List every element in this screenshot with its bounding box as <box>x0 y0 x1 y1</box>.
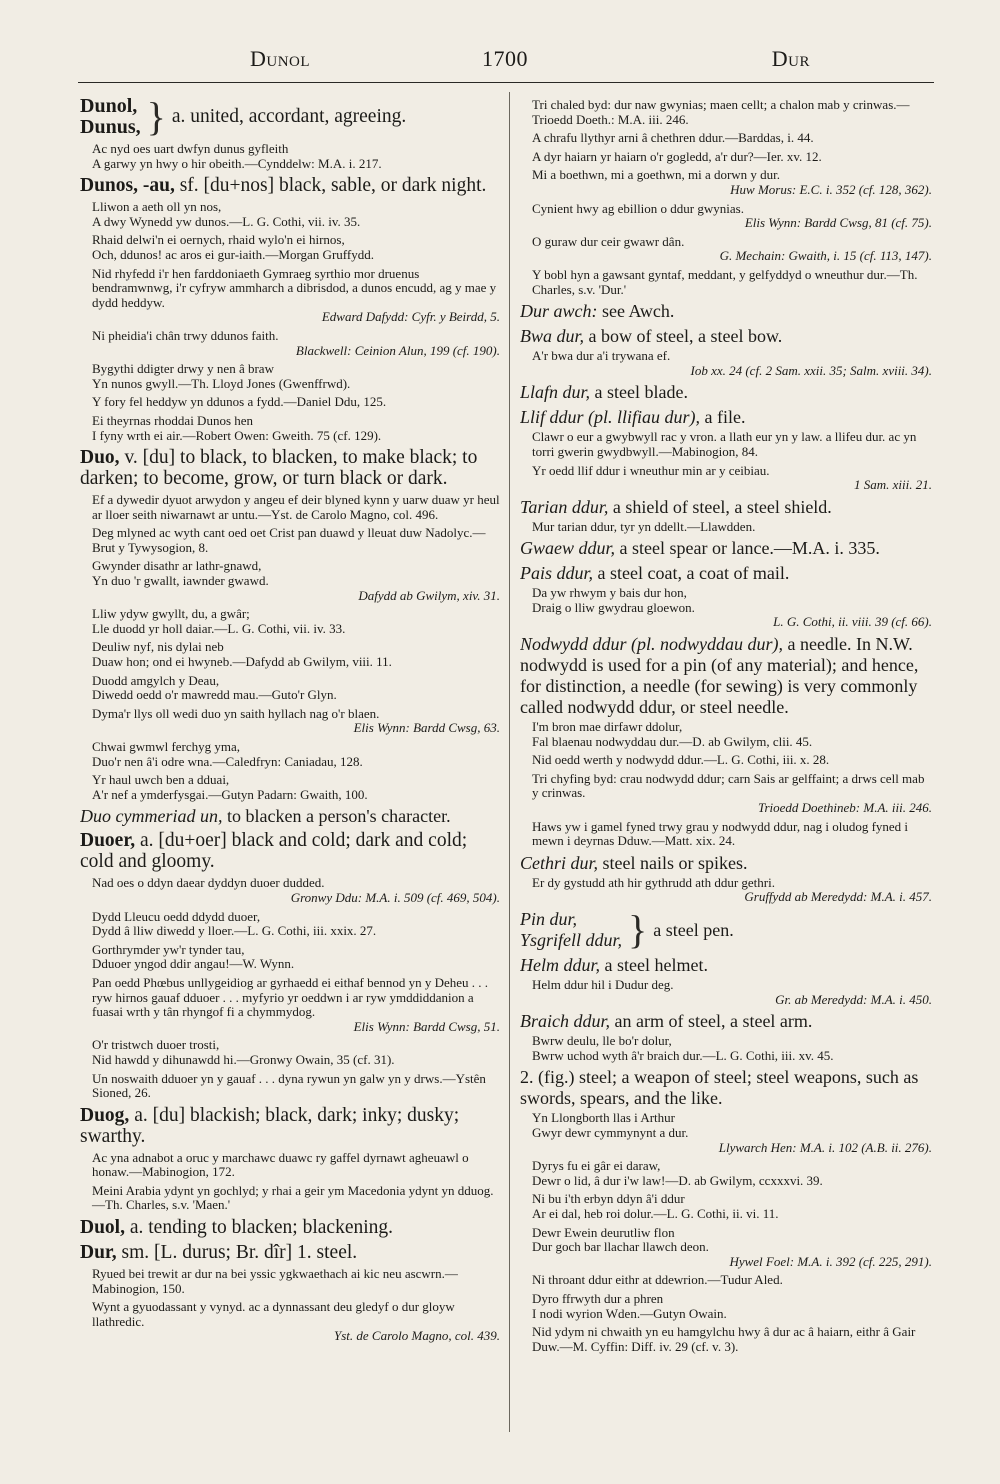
citation <box>532 430 932 459</box>
citation-source: Blackwell: Ceinion Alun, 199 (cf. 190). <box>295 342 500 358</box>
headword-entry <box>80 1105 500 1147</box>
phrase-definition: an arm of steel, a steel arm. <box>610 1011 813 1032</box>
phrase-entry <box>520 563 932 584</box>
definition: a. [du+oer] black and cold; dark and cold; cold and gloomy. <box>80 830 468 873</box>
citation-line: Un noswaith dduoer yn y gauaf . . . dyna rywun yn galw yn y drws.—Ystên Sioned, 26. <box>92 1070 486 1101</box>
phrase-entry <box>520 497 932 518</box>
phrase-entry <box>520 301 932 322</box>
phrase-entry <box>520 407 932 428</box>
citation-source: Elis Wynn: Bardd Cwsg, 51. <box>353 1018 500 1034</box>
citation <box>532 1325 932 1354</box>
phrase-definition: a needle. In N.W. nodwydd is used for a pin (of any material); and hence, for distinction, a needle (for sewing) is very commonly called nodwydd ddur, or steel needle. <box>520 634 919 718</box>
citation-line: Diwedd oedd o'r mawredd mau.—Guto'r Glyn. <box>92 687 337 703</box>
citation <box>532 150 932 165</box>
page-number: 1700 <box>482 46 528 71</box>
citation-line: Meini Arabia ydynt yn gochlyd; y rhai a geir ym Macedonia ydynt yn dduog.—Th. Charles, s.v. 'Maen.' <box>92 1182 494 1213</box>
phrase-definition: see Awch. <box>597 301 675 322</box>
citation-line: Er dy gystudd ath hir gythrudd ath ddur gethri. <box>532 874 775 890</box>
headword-group <box>80 96 141 138</box>
phrase-definition: a shield of steel, a steel shield. <box>608 496 832 517</box>
citation-line: Yn duo 'r gwallt, iawnder gwawd. <box>92 573 269 589</box>
citation-line: Dyma'r llys oll wedi duo yn saith hyllach nag o'r blaen. <box>92 705 380 721</box>
headword: Duo, <box>80 447 120 469</box>
definition: sm. [L. durus; Br. dîr] 1. steel. <box>116 1242 358 1264</box>
citation <box>532 820 932 849</box>
citation-line: Nid oedd werth y nodwydd ddur.—L. G. Cothi, iii. x. 28. <box>532 752 830 768</box>
citation-line: Ni throant ddur eithr at ddewrion.—Tudur Aled. <box>532 1272 783 1288</box>
citation-line: Nid hawdd y dihunawdd hi.—Gronwy Owain, 35 (cf. 31). <box>92 1051 395 1067</box>
citation-line: Gwyr dewr cymmynynt a dur. <box>532 1124 689 1140</box>
phrase-entry <box>520 853 932 874</box>
definition: a. [du] blackish; black, dark; inky; dusky; swarthy. <box>80 1104 460 1147</box>
phrase-definition: to blacken a person's character. <box>222 806 451 827</box>
running-header <box>80 44 930 78</box>
definition: a steel pen. <box>653 919 734 940</box>
citation <box>532 1034 932 1063</box>
braced-headwords <box>80 96 500 138</box>
citation-line: Ar ei dal, heb roi dolur.—L. G. Cothi, ii. vi. 11. <box>532 1205 779 1221</box>
citation-source: Dafydd ab Gwilym, xiv. 31. <box>358 587 500 603</box>
citation-line: Chwai gwmwl ferchyg yma, <box>92 739 241 754</box>
citation-line: Ni bu i'th erbyn ddyn â'i ddur <box>532 1191 685 1207</box>
phrase-entry <box>520 634 932 718</box>
citation-line: Bygythi ddigter drwy y nen â braw <box>92 361 274 377</box>
citation-line: Duaw hon; ond ei hwyneb.—Dafydd ab Gwilym, viii. 11. <box>92 654 392 670</box>
braced-headwords <box>520 909 932 951</box>
phrase-entry <box>520 1067 932 1109</box>
citation <box>92 414 500 443</box>
citation <box>532 720 932 749</box>
headword: Dunol, <box>80 96 138 117</box>
citation-line: Pan oedd Phœbus unllygeidiog ar gyrhaedd ei eithaf bennod yn y Deheu . . . ryw hirnos gauaf dduoer . . . myfyrio yr oeddwn i ar ryw ymddiddanion a fuasai wrth y tân rhyngof fi a chymmydog. <box>92 974 489 1020</box>
phrase-entry <box>520 326 932 347</box>
citation-line: Nid ydym ni chwaith yn eu hamgylchu hwy â dur ac â haiarn, eithr â Gair Duw.—M. Cyffin: Diff. iv. 29 (cf. v. 3). <box>532 1324 916 1354</box>
definition: a. tending to blacken; blackening. <box>124 1217 394 1239</box>
citation <box>532 464 932 493</box>
citation-line: Yr haul uwch ben a dduai, <box>92 772 230 788</box>
citation <box>92 329 500 358</box>
citation-source: G. Mechain: Gwaith, i. 15 (cf. 113, 147). <box>719 248 932 264</box>
citation-source: Edward Dafydd: Cyfr. y Beirdd, 5. <box>321 309 500 325</box>
citation <box>92 976 500 1034</box>
citation-line: A garwy yn hwy o hir obeith.—Cynddelw: M.A. i. 217. <box>92 155 382 171</box>
phrase: Nodwydd ddur (pl. nodwyddau dur), <box>520 634 783 655</box>
citation-line: Ef a dywedir dyuot arwydon y angeu ef deir blyned kynn y uarw duaw yr heul ar lloer seith niwarnawt ar untu.—Yst. de Carolo Magno, col. 496. <box>92 492 500 522</box>
citation <box>532 753 932 768</box>
citation <box>92 362 500 391</box>
definition: a. united, accordant, agreeing. <box>171 106 407 127</box>
citation-line: Ac nyd oes uart dwfyn dunus gyfleith <box>92 141 289 156</box>
citation <box>92 707 500 736</box>
citation-line: Ryued bei trewit ar dur na bei yssic ygkwaethach ai kic neu ascwrn.—Mabinogion, 150. <box>92 1266 458 1296</box>
citation <box>92 674 500 703</box>
citation-line: Gorthrymder yw'r tynder tau, <box>92 941 245 957</box>
citation-line: Dyrys fu ei gâr ei daraw, <box>532 1158 661 1174</box>
citation-line: Nid rhyfedd i'r hen farddoniaeth Gymraeg syrthio mor druenus bendramwnwg, i'r cyfryw ammharch a dibrisdod, a dunos encudd, ag y mae y dydd heddyw. <box>92 265 497 310</box>
phrase: Gwaew ddur, <box>520 538 616 559</box>
phrase-definition: a file. <box>700 407 746 428</box>
citation-source: Gr. ab Meredydd: M.A. i. 450. <box>775 991 932 1007</box>
citation <box>92 1151 500 1180</box>
citation <box>92 1300 500 1344</box>
phrase: Braich ddur, <box>520 1011 610 1032</box>
citation <box>92 876 500 905</box>
header-right-guide-word: Dur <box>771 46 810 71</box>
right-column <box>520 96 932 1358</box>
citation <box>532 1292 932 1321</box>
citation-line: Yn nunos gwyll.—Th. Lloyd Jones (Gwenffrwd). <box>92 375 351 391</box>
citation-source: Hywel Foel: M.A. i. 392 (cf. 225, 291). <box>729 1253 932 1269</box>
phrase: Pais ddur, <box>520 563 594 584</box>
citation <box>532 235 932 264</box>
citation-line: Duodd amgylch y Deau, <box>92 672 220 688</box>
citation-line: A chrafu llythyr arni â chethren ddur.—Barddas, i. 44. <box>532 130 814 146</box>
phrase: Tarian ddur, <box>520 496 609 517</box>
phrase-definition: a steel blade. <box>590 382 688 403</box>
phrase-definition: a steel coat, a coat of mail. <box>593 563 790 584</box>
citation <box>92 526 500 555</box>
column-divider <box>509 92 510 1432</box>
citation-line: O'r tristwch duoer trosti, <box>92 1037 220 1053</box>
citation <box>532 168 932 197</box>
headword: Dur, <box>80 1242 117 1264</box>
citation-line: Mur tarian ddur, tyr yn ddellt.—Llawdden. <box>532 518 756 534</box>
citation-source: Yst. de Carolo Magno, col. 439. <box>334 1328 500 1344</box>
citation <box>532 876 932 905</box>
citation <box>92 1267 500 1296</box>
citation-line: Deuliw nyf, nis dylai neb <box>92 639 224 655</box>
citation <box>92 233 500 262</box>
citation <box>92 943 500 972</box>
citation-line: Dewr o lid, â dur i'w law!—D. ab Gwilym, ccxxxvi. 39. <box>532 1172 823 1188</box>
phrase: Cethri dur, <box>520 852 599 873</box>
citation-line: Och, ddunos! ac aros ei gur-iaith.—Morgan Gruffydd. <box>92 246 374 262</box>
phrase-entry <box>80 806 500 827</box>
headword-entry <box>80 1217 500 1238</box>
citation-source: Huw Morus: E.C. i. 352 (cf. 128, 362). <box>730 181 932 197</box>
citation-line: Gwynder disathr ar lathr-gnawd, <box>92 558 262 574</box>
citation <box>532 98 932 127</box>
headword: Pin dur, <box>520 909 578 929</box>
citation <box>532 772 932 816</box>
citation-source: Elis Wynn: Bardd Cwsg, 63. <box>353 720 500 736</box>
citation-line: Fal blaenau nodwyddau dur.—D. ab Gwilym, clii. 45. <box>532 733 813 749</box>
citation-line: Nad oes o ddyn daear dyddyn duoer dudded. <box>92 875 325 891</box>
citation <box>92 910 500 939</box>
citation <box>92 559 500 603</box>
phrase: Helm ddur, <box>520 955 600 975</box>
citation <box>92 395 500 410</box>
phrase-entry <box>520 382 932 403</box>
citation-line: Dur goch bar llachar llawch deon. <box>532 1239 709 1255</box>
citation-source: Gruffydd ab Meredydd: M.A. i. 457. <box>744 889 932 905</box>
citation <box>92 493 500 522</box>
definition: v. [du] to black, to blacken, to make black; to darken; to become, grow, or turn black or dark. <box>80 447 478 490</box>
citation-line: Dduoer yngod ddir angau!—W. Wynn. <box>92 956 295 972</box>
left-column <box>80 96 500 1348</box>
citation-line: Clawr o eur a gwybwyll rac y vron. a llath eur yn y law. a llifeu dur. ac yn torri gwerin gwydbwyll.—Mabinogion, 84. <box>532 429 917 459</box>
phrase-definition: steel nails or spikes. <box>598 852 748 873</box>
citation-line: Y fory fel heddyw yn ddunos a fydd.—Daniel Ddu, 125. <box>92 394 387 410</box>
headword-entry <box>80 175 500 196</box>
citation-line: Dyro ffrwyth dur a phren <box>532 1290 664 1306</box>
citation-line: O guraw dur ceir gwawr dân. <box>532 233 685 249</box>
citation-line: Draig o lliw gwydrau gloewon. <box>532 599 695 615</box>
citation <box>92 1184 500 1213</box>
citation <box>92 773 500 802</box>
citation <box>532 586 932 630</box>
citation-line: A'r bwa dur a'i trywana ef. <box>532 348 671 364</box>
citation-source: Llywarch Hen: M.A. i. 102 (A.B. ii. 276). <box>718 1139 932 1155</box>
citation <box>92 267 500 325</box>
citation-line: Ei theyrnas rhoddai Dunos hen <box>92 412 254 428</box>
phrase: Dur awch: <box>520 301 598 322</box>
citation <box>532 349 932 378</box>
citation-line: Da yw rhwym y bais dur hon, <box>532 585 687 601</box>
citation <box>532 1226 932 1270</box>
phrase-definition: a bow of steel, a steel bow. <box>584 326 783 347</box>
citation <box>532 1273 932 1288</box>
phrase: Llafn dur, <box>520 382 591 403</box>
headword: Dunos, -au, <box>80 175 175 197</box>
citation <box>532 268 932 297</box>
citation <box>92 740 500 769</box>
citation-line: Wynt a gyuodassant y vynyd. ac a dynnassant deu gledyf o dur gloyw llathredic. <box>92 1299 455 1329</box>
citation-line: I fyny wrth ei air.—Robert Owen: Gweith. 75 (cf. 129). <box>92 427 382 443</box>
citation-line: Lliw ydyw gwyllt, du, a gwâr; <box>92 606 250 622</box>
citation-line: Tri chaled byd: dur naw gwynias; maen cellt; a chalon mab y crinwas.—Trioedd Doeth.: M.A. iii. 246. <box>532 97 910 127</box>
citation-line: Duo'r nen â'i odre wna.—Caledfryn: Caniadau, 128. <box>92 753 363 769</box>
phrase: Bwa dur, <box>520 326 585 347</box>
headword-entry <box>80 447 500 489</box>
citation <box>92 200 500 229</box>
citation-line: Cynient hwy ag ebillion o ddur gwynias. <box>532 200 744 216</box>
phrase-entry <box>520 1011 932 1032</box>
headword: Dunus, <box>80 116 141 138</box>
citation <box>532 202 932 231</box>
phrase-entry <box>520 538 932 559</box>
citation-line: Tri chyfing byd: crau nodwydd ddur; carn Sais ar gelffaint; a drws cell mab y crinwas. <box>532 770 925 801</box>
citation-line: Rhaid delwi'n ei oernych, rhaid wylo'n ei hirnos, <box>92 232 345 248</box>
citation <box>532 131 932 146</box>
citation-source: Trioedd Doethineb: M.A. iii. 246. <box>757 800 932 816</box>
citation-source: Gronwy Ddu: M.A. i. 509 (cf. 469, 504). <box>290 889 500 905</box>
citation-line: Yr oedd llif ddur i wneuthur min ar y ceibiau. <box>532 462 770 478</box>
citation <box>92 640 500 669</box>
headword: Duog, <box>80 1104 130 1126</box>
citation-line: Y bobl hyn a gawsant gyntaf, meddant, y gelfyddyd o wneuthur dur.—Th. Charles, s.v. 'Dur.' <box>532 266 918 297</box>
definition: sf. [du+nos] black, sable, or dark night. <box>174 175 487 197</box>
headword: Duol, <box>80 1217 125 1239</box>
headword: Duoer, <box>80 830 136 852</box>
headword-group <box>520 909 622 951</box>
citation-line: A'r nef a ymderfysgai.—Gutyn Padarn: Gwaith, 100. <box>92 786 368 802</box>
phrase-definition: 2. (fig.) steel; a weapon of steel; steel weapons, such as swords, spears, and the like. <box>520 1067 919 1109</box>
citation-line: A dwy Wynedd yw dunos.—L. G. Cothi, vii. iv. 35. <box>92 213 361 229</box>
citation-line: Haws yw i gamel fyned trwy grau y nodwydd ddur, nag i oludog fyned i mewn i deyrnas Dduw.—Matt. xix. 24. <box>532 818 909 849</box>
citation <box>92 142 500 171</box>
citation-source: L. G. Cothi, ii. viii. 39 (cf. 66). <box>773 614 932 630</box>
citation-line: Dydd â lliw diwedd y lloer.—L. G. Cothi, iii. xxix. 27. <box>92 923 377 939</box>
citation-source: 1 Sam. xiii. 21. <box>854 477 932 493</box>
citation-line: Deg mlyned ac wyth cant oed oet Crist pan duawd y lleuat duw Nadolyc.—Brut y Tywysogion, 8. <box>92 525 486 555</box>
citation-line: Dewr Ewein deurutliw flon <box>532 1224 675 1240</box>
citation-source: Elis Wynn: Bardd Cwsg, 81 (cf. 75). <box>744 215 932 231</box>
citation <box>92 607 500 636</box>
citation-line: I nodi wyrion Wden.—Gutyn Owain. <box>532 1305 727 1321</box>
citation <box>532 1111 932 1155</box>
headword-entry <box>80 1242 500 1263</box>
phrase: Llif ddur (pl. llifiau dur), <box>520 407 701 428</box>
header-left-guide-word: Dunol <box>250 46 311 71</box>
brace-symbol: } <box>628 907 648 952</box>
citation-line: I'm bron mae dirfawr ddolur, <box>532 719 683 735</box>
citation-line: Helm ddur hil i Dudur deg. <box>532 977 674 992</box>
citation-line: Ac yna adnabot a oruc y marchawc duawc ry gaffel dyrnawt agheuawl o honaw.—Mabinogion, 172. <box>92 1149 469 1180</box>
citation-line: Lliwon a aeth oll yn nos, <box>92 199 222 215</box>
phrase-definition: a steel spear or lance.—M.A. i. 335. <box>615 538 880 559</box>
citation <box>92 1072 500 1101</box>
phrase-definition: a steel helmet. <box>600 955 708 975</box>
citation-line: Bwrw uchod wyth â'r braich dur.—L. G. Cothi, iii. xv. 45. <box>532 1047 834 1063</box>
citation-source: Iob xx. 24 (cf. 2 Sam. xxii. 35; Salm. xviii. 34). <box>690 362 932 378</box>
phrase-entry <box>520 955 932 976</box>
citation <box>532 1159 932 1188</box>
headword-entry <box>80 830 500 872</box>
phrase: Duo cymmeriad un, <box>80 806 223 827</box>
citation-line: Mi a boethwn, mi a goethwn, mi a dorwn y dur. <box>532 167 781 183</box>
header-rule <box>78 82 934 83</box>
citation-line: Bwrw deulu, lle bo'r dolur, <box>532 1033 672 1049</box>
citation-line: Dydd Lleucu oedd ddydd duoer, <box>92 908 261 924</box>
citation-line: Ni pheidia'i chân trwy ddunos faith. <box>92 327 279 343</box>
citation-line: Lle duodd yr holl daiar.—L. G. Cothi, vii. iv. 33. <box>92 620 346 636</box>
citation-line: A dyr haiarn yr haiarn o'r gogledd, a'r dur?—Ier. xv. 12. <box>532 148 822 164</box>
headword: Ysgrifell ddur, <box>520 930 623 950</box>
citation <box>532 1192 932 1221</box>
citation-line: Yn Llongborth llas i Arthur <box>532 1110 675 1126</box>
citation <box>92 1038 500 1067</box>
citation <box>532 978 932 1007</box>
brace-symbol: } <box>146 96 166 139</box>
citation <box>532 520 932 535</box>
